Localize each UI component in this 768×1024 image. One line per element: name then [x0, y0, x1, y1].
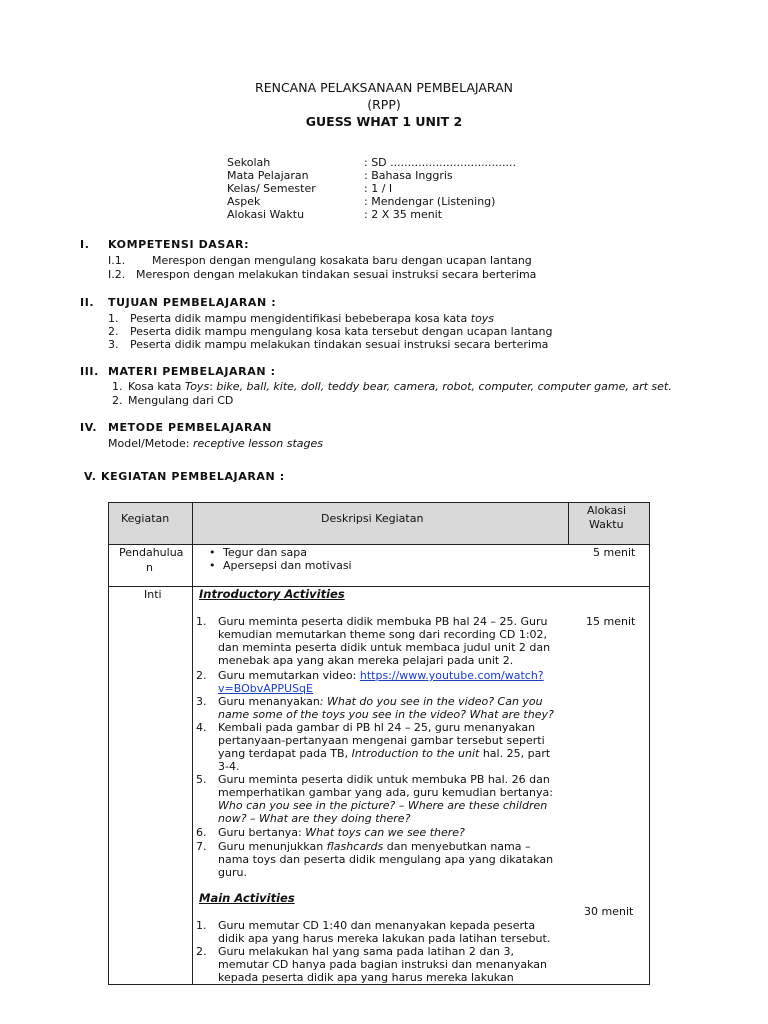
doc-unit-title: GUESS WHAT 1 UNIT 2 — [305, 114, 463, 129]
list-item: Guru menanyakan: What do you see in the video? Can you — [218, 695, 543, 708]
doc-title: RENCANA PELAKSANAAN PEMBELAJARAN — [255, 80, 513, 95]
info-label: Kelas/ Semester — [227, 182, 316, 195]
list-number: 2. — [108, 325, 119, 338]
section-title: KEGIATAN PEMBELAJARAN : — [101, 470, 285, 483]
list-item: Merespon dengan melakukan tindakan sesuai instruksi secara berterima — [136, 268, 537, 281]
header-waktu: Waktu — [589, 518, 624, 531]
activities-table: Kegiatan Deskripsi Kegiatan Alokasi Waktu Pendahulua n • Tegur dan sapa • Apersepsi dan motivasi 5 menit Inti Introductory Activities 15 menit 1. Guru meminta peserta didik membuka PB hal 24 – 25. Guru kemudian memutarkan theme song dari recording CD 1:02, dan meminta peserta didik untuk membaca judul unit 2 dan menebak apa yang akan mereka pelajari pada unit 2. 2. Guru memutarkan video: https://www.youtube.com/watch? v=BObvAPPUSqE 3. Guru menanyakan: What do you see in the video? Can you name some of the toys you see in the video? What are they? 4. Kembali pada gambar di PB hl 24 – 25, guru menanyakan pertanyaan-pertanyaan mengenai gambar tersebut seperti yang terdapat pada TB, Introduction to the unit hal. 25, part 3-4. 5. Guru meminta peserta didik untuk membuka PB hal. 26 dan memperhatikan gambar yang ada, guru kemudian bertanya: Who can you see in the picture? – Where are these children now? – What are they doing there? 6. Guru bertanya: What toys can we see there? 7. Guru menunjukkan flashcards dan menyebutkan nama – nama toys dan peserta didik mengulang apa yang dikatakan guru. Main Activities 30 menit 1. Guru memutar CD 1:40 dan menanyakan kepada peserta didik apa yang harus mereka lakukan pada latihan tersebut. 2. Guru melakukan hal yang sama pada latihan 2 dan 3, memutar CD hanya pada bagian instruksi dan menanyakan kepada peserta didik apa yang harus mereka lakukan — [108, 502, 650, 985]
list-item: didik apa yang harus mereka lakukan pada latihan tersebut. — [218, 932, 551, 945]
list-item: Guru meminta peserta didik untuk membuka PB hal. 26 dan — [218, 773, 550, 786]
row-waktu: 15 menit — [586, 615, 636, 628]
list-item: guru. — [218, 866, 247, 879]
list-item: memperhatikan gambar yang ada, guru kemudian bertanya: — [218, 786, 553, 799]
main-title: Main Activities — [199, 891, 295, 905]
list-item: • Tegur dan sapa — [223, 546, 307, 559]
section-number: V. — [84, 470, 97, 483]
list-item: Peserta didik mampu mengidentifikasi bebeberapa kosa kata toys — [130, 312, 495, 325]
section-number: I. — [80, 238, 90, 251]
info-label: Sekolah — [227, 156, 271, 169]
list-item: Kosa kata Toys: bike, ball, kite, doll, teddy bear, camera, robot, computer, computer game, art set. — [128, 380, 672, 393]
info-label: Mata Pelajaran — [227, 169, 309, 182]
list-number: 1. — [108, 312, 119, 325]
video-link[interactable]: v=BObvAPPUSqE — [218, 682, 313, 695]
section-number: IV. — [80, 421, 98, 434]
list-item: • Apersepsi dan motivasi — [223, 559, 352, 572]
row-kegiatan: Inti — [144, 588, 162, 601]
info-label: Aspek — [227, 195, 261, 208]
list-number: I.1. — [108, 254, 126, 267]
row-waktu: 5 menit — [593, 546, 636, 559]
list-number: I.2. — [108, 268, 126, 281]
intro-title: Introductory Activities — [199, 587, 345, 601]
list-item: pertanyaan-pertanyaan mengenai gambar tersebut seperti — [218, 734, 545, 747]
list-item: Mengulang dari CD — [128, 394, 234, 407]
list-item: Guru menunjukkan flashcards dan menyebutkan nama – — [218, 840, 531, 853]
section-title: MATERI PEMBELAJARAN : — [108, 365, 276, 378]
section-title: KOMPETENSI DASAR: — [108, 238, 250, 251]
list-item: yang terdapat pada TB, Introduction to the unit hal. 25, part — [218, 747, 551, 760]
header-alokasi: Alokasi — [587, 504, 627, 517]
list-item: Guru melakukan hal yang sama pada latihan 2 dan 3, — [218, 945, 515, 958]
info-value: : SD .................................... — [364, 156, 517, 169]
info-value: : Bahasa Inggris — [364, 169, 453, 182]
method-line: Model/Metode: receptive lesson stages — [108, 437, 323, 450]
list-item: dan meminta peserta didik untuk membaca judul unit 2 dan — [218, 641, 551, 654]
list-number: 1. — [112, 380, 123, 393]
list-item: Merespon dengan mengulang kosakata baru dengan ucapan lantang — [152, 254, 532, 267]
info-label: Alokasi Waktu — [227, 208, 305, 221]
list-item: nama toys dan peserta didik mengulang apa yang dikatakan — [218, 853, 554, 866]
section-title: TUJUAN PEMBELAJARAN : — [108, 296, 277, 309]
list-item: menebak apa yang akan mereka pelajari pada unit 2. — [218, 654, 514, 667]
list-item: memutar CD hanya pada bagian instruksi dan menanyakan — [218, 958, 547, 971]
list-item: Kembali pada gambar di PB hl 24 – 25, guru menanyakan — [218, 721, 536, 734]
list-item: now? – What are they doing there? — [218, 812, 411, 825]
info-value: : 1 / I — [364, 182, 393, 195]
list-item: Who can you see in the picture? – Where are these children — [218, 799, 548, 812]
list-item: Guru memutarkan video: https://www.youtube.com/watch? — [218, 669, 544, 682]
list-item: Guru bertanya: What toys can we see there? — [218, 826, 465, 839]
list-number: 3. — [108, 338, 119, 351]
doc-subtitle: (RPP) — [367, 97, 401, 112]
list-item: kepada peserta didik apa yang harus mereka lakukan — [218, 971, 514, 984]
info-value: : 2 X 35 menit — [364, 208, 443, 221]
list-item: Guru memutar CD 1:40 dan menanyakan kepada peserta — [218, 919, 536, 932]
list-item: kemudian memutarkan theme song dari recording CD 1:02, — [218, 628, 548, 641]
section-number: III. — [80, 365, 99, 378]
row-kegiatan: Pendahulua — [119, 546, 184, 559]
section-title: METODE PEMBELAJARAN — [108, 421, 272, 434]
row-kegiatan: n — [146, 561, 153, 574]
row-waktu: 30 menit — [584, 905, 634, 918]
list-item: name some of the toys you see in the video? What are they? — [218, 708, 554, 721]
section-number: II. — [80, 296, 95, 309]
info-value: : Mendengar (Listening) — [364, 195, 496, 208]
list-item: Guru meminta peserta didik membuka PB hal 24 – 25. Guru — [218, 615, 548, 628]
header-kegiatan: Kegiatan — [121, 512, 170, 525]
list-item: Peserta didik mampu melakukan tindakan sesuai instruksi secara berterima — [130, 338, 549, 351]
list-item: 3-4. — [218, 760, 240, 773]
header-deskripsi: Deskripsi Kegiatan — [321, 512, 424, 525]
video-link[interactable]: https://www.youtube.com/watch? — [359, 669, 544, 682]
list-number: 2. — [112, 394, 123, 407]
list-item: Peserta didik mampu mengulang kosa kata tersebut dengan ucapan lantang — [130, 325, 553, 338]
